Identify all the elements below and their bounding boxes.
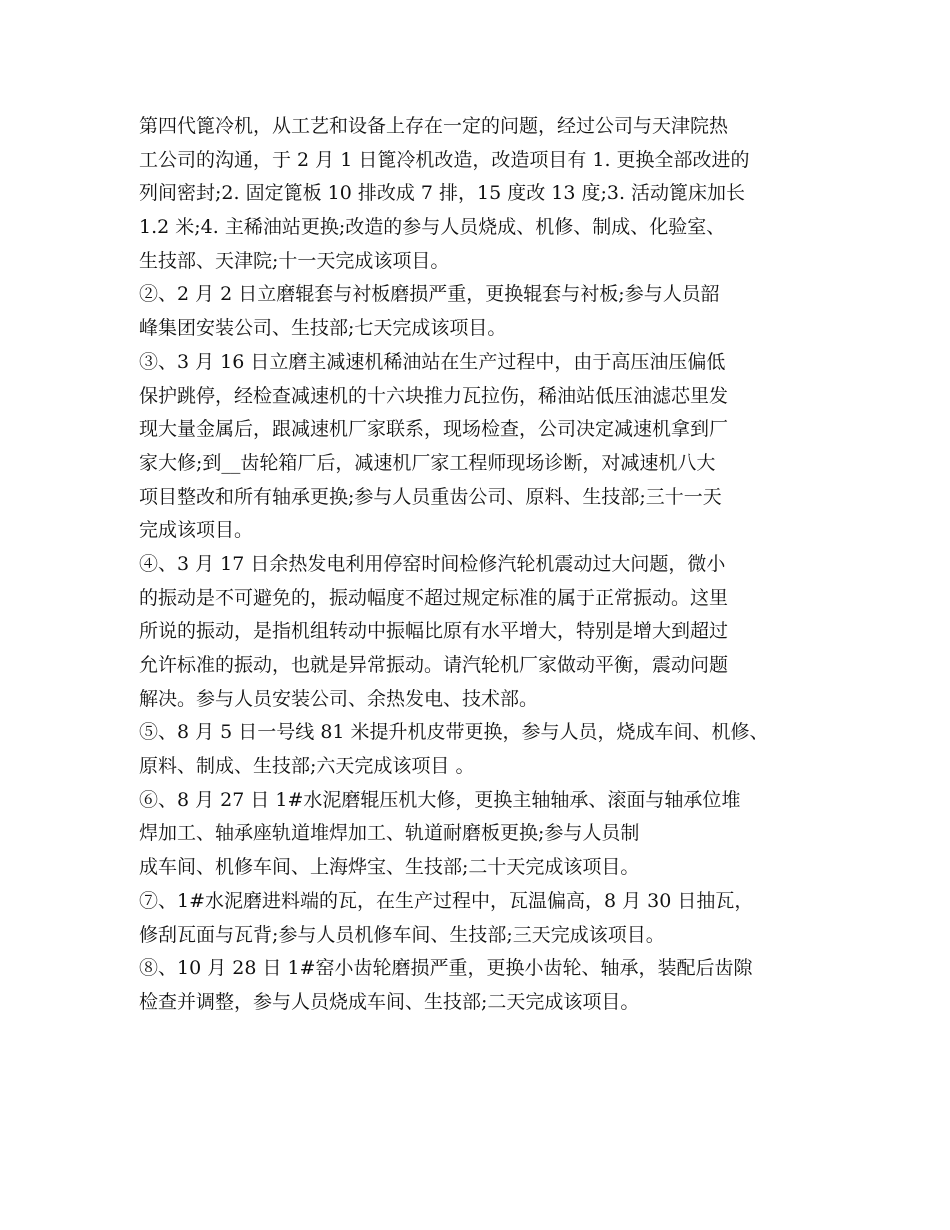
text-line: 工公司的沟通，于 2 月 1 日篦冷机改造，改造项目有 1. 更换全部改进的 (139, 148, 750, 171)
text-line: ⑥、8 月 27 日 1#水泥磨辊压机大修，更换主轴轴承、滚面与轴承位堆 (139, 788, 741, 811)
text-line: ⑤、8 月 5 日一号线 81 米提升机皮带更换，参与人员，烧成车间、机修、 (139, 721, 769, 744)
text-line: 原料、制成、生技部;六天完成该项目 。 (139, 755, 475, 778)
text-line: 焊加工、轴承座轨道堆焊加工、轨道耐磨板更换;参与人员制 (139, 822, 640, 845)
text-line: ④、3 月 17 日余热发电利用停窑时间检修汽轮机震动过大问题，微小 (139, 552, 726, 575)
text-line: 完成该项目。 (139, 519, 254, 542)
text-line: 现大量金属后，跟减速机厂家联系，现场检查，公司决定减速机拿到厂 (139, 418, 729, 441)
text-line: ⑧、10 月 28 日 1#窑小齿轮磨损严重，更换小齿轮、轴承，装配后齿隙 (139, 957, 753, 980)
text-line: 保护跳停，经检查减速机的十六块推力瓦拉伤，稀油站低压油滤芯里发 (139, 384, 729, 407)
text-line: 的振动是不可避免的，振动幅度不超过规定标准的属于正常振动。这里 (139, 586, 729, 609)
text-line: ③、3 月 16 日立磨主减速机稀油站在生产过程中，由于高压油压偏低 (139, 350, 726, 373)
text-line: 检查并调整，参与人员烧成车间、生技部;二天完成该项目。 (139, 990, 640, 1013)
text-line: ⑦、1#水泥磨进料端的瓦，在生产过程中，瓦温偏高，8 月 30 日抽瓦， (139, 889, 754, 912)
text-line: 解决。参与人员安装公司、余热发电、技术部。 (139, 687, 539, 710)
text-line: 成车间、机修车间、上海烨宝、生技部;二十天完成该项目。 (139, 856, 640, 879)
text-line: ②、2 月 2 日立磨辊套与衬板磨损严重，更换辊套与衬板;参与人员韶 (139, 283, 720, 306)
text-line: 允许标准的振动，也就是异常振动。请汽轮机厂家做动平衡，震动问题 (139, 654, 729, 676)
text-line: 1.2 米;4. 主稀油站更换;改造的参与人员烧成、机修、制成、化验室、 (139, 216, 726, 239)
document-body (139, 110, 839, 1020)
text-line: 生技部、天津院;十一天完成该项目。 (139, 249, 450, 272)
text-line: 列间密封;2. 固定篦板 10 排改成 7 排，15 度改 13 度;3. 活动篦床加长 (139, 182, 746, 205)
text-line: 所说的振动，是指机组转动中振幅比原有水平增大，特别是增大到超过 (139, 620, 729, 643)
text-line: 项目整改和所有轴承更换;参与人员重齿公司、原料、生技部;三十一天 (139, 485, 722, 508)
text-line: 修刮瓦面与瓦背;参与人员机修车间、生技部;三天完成该项目。 (139, 923, 665, 946)
text-line: 峰集团安装公司、生技部;七天完成该项目。 (139, 317, 507, 340)
text-line: 第四代篦冷机，从工艺和设备上存在一定的问题，经过公司与天津院热 (139, 115, 729, 137)
text-line: 家大修;到__齿轮箱厂后，减速机厂家工程师现场诊断，对减速机八大 (139, 451, 716, 474)
